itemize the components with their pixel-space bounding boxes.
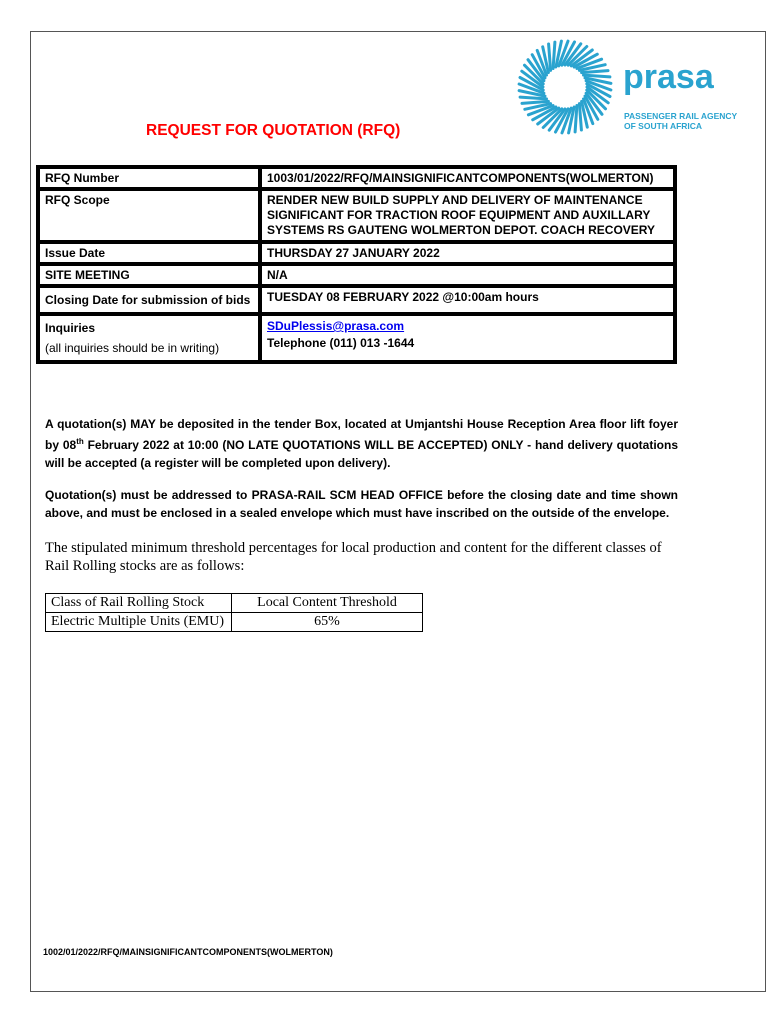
threshold-row-emu (46, 613, 423, 632)
threshold-table (45, 593, 423, 632)
threshold-header-threshold: Local Content Threshold (232, 594, 423, 613)
rfq-scope-label: RFQ Scope (38, 189, 260, 242)
site-meeting-value: N/A (260, 264, 675, 286)
threshold-header-class: Class of Rail Rolling Stock (46, 594, 232, 613)
threshold-row-value: 65% (232, 613, 423, 632)
address-paragraph: Quotation(s) must be addressed to PRASA-RAIL SCM HEAD OFFICE before the closing date and time shown above, and must be enclosed in a sealed envelope which must have inscribed on the outside of the envelope. (45, 488, 678, 520)
threshold-row-class: Electric Multiple Units (EMU) (46, 613, 232, 632)
inquiries-note: (all inquiries should be in writing) (45, 341, 220, 355)
rfq-number-label: RFQ Number (38, 167, 260, 189)
closing-date-value: TUESDAY 08 FEBRUARY 2022 @10:00am hours (260, 286, 675, 314)
deposit-paragraph: A quotation(s) MAY be deposited in the tender Box, located at Umjantshi House Reception Area floor lift foyer by 08th February 2022 at 10:00 (NO LATE QUOTATIONS WILL BE ACCEPTED) ONLY - hand delivery quotations will be accepted (a register will be completed upon delivery). (45, 417, 678, 470)
issue-date-label: Issue Date (38, 242, 260, 264)
inquiries-email-link[interactable]: SDuPlessis@prasa.com (267, 319, 405, 333)
site-meeting-row (38, 264, 675, 286)
document-title: REQUEST FOR QUOTATION (RFQ) (146, 122, 401, 139)
site-meeting-label: SITE MEETING (38, 264, 260, 286)
prasa-logo-text: prasa (623, 58, 714, 96)
closing-date-label: Closing Date for submission of bids (38, 286, 260, 314)
issue-date-value: THURSDAY 27 JANUARY 2022 (260, 242, 675, 264)
rfq-number-row (38, 167, 675, 189)
closing-date-row (38, 286, 675, 314)
rfq-scope-value: RENDER NEW BUILD SUPPLY AND DELIVERY OF MAINTENANCE SIGNIFICANT FOR TRACTION ROOF EQUIPMENT AND AUXILLARY SYSTEMS RS GAUTENG WOLMERTON DEPOT. COACH RECOVERY (260, 189, 675, 242)
rfq-scope-row (38, 189, 675, 242)
rfq-number-value: 1003/01/2022/RFQ/MAINSIGNIFICANTCOMPONENTS(WOLMERTON) (267, 171, 654, 185)
inquiries-phone: Telephone (011) 013 -1644 (267, 336, 415, 350)
threshold-intro-paragraph: The stipulated minimum threshold percentages for local production and content for the different classes of Rail Rolling stocks are as follows: (45, 540, 662, 574)
issue-date-row (38, 242, 675, 264)
inquiries-row (38, 314, 675, 362)
prasa-logo-subtitle: PASSENGER RAIL AGENCY OF SOUTH AFRICA (624, 111, 738, 131)
footer-reference: 1002/01/2022/RFQ/MAINSIGNIFICANTCOMPONENTS(WOLMERTON) (43, 947, 333, 957)
threshold-header-row (46, 594, 423, 613)
inquiries-label: Inquiries (45, 321, 96, 335)
rfq-details-table (36, 165, 677, 364)
